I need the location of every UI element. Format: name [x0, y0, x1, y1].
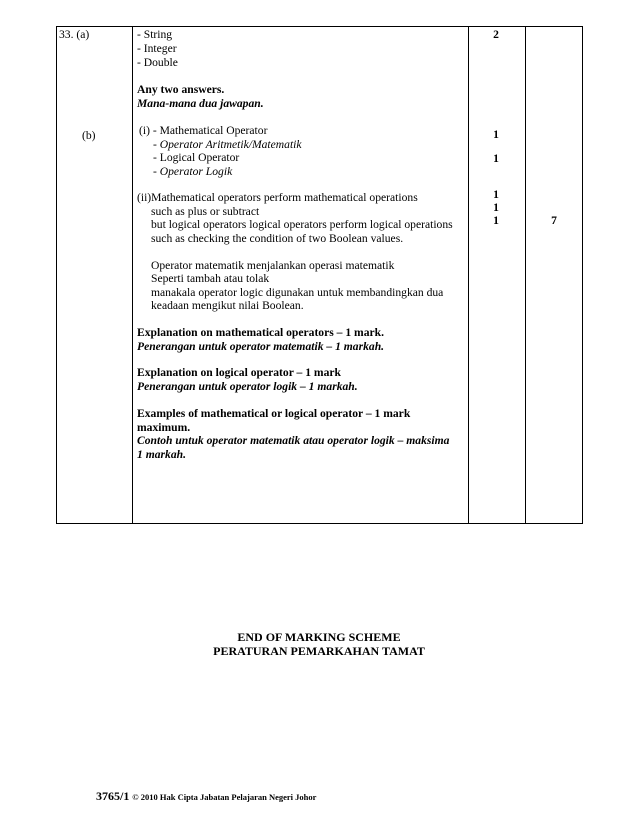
note-english: Any two answers. — [137, 83, 225, 96]
b-ii-ms-line-4: keadaan mengikut nilai Boolean. — [151, 299, 304, 312]
criterion-1-english: Explanation on mathematical operators – 1 mark. — [137, 326, 385, 339]
criterion-3-english-line-2: maximum. — [137, 421, 191, 434]
answer-item-integer: - Integer — [137, 42, 177, 55]
b-ii-ms-line-2: Seperti tambah atau tolak — [151, 272, 270, 285]
copyright-notice: © 2010 Hak Cipta Jabatan Pelajaran Negeri Johor — [132, 791, 317, 802]
b-i-line-4: - Operator Logik — [153, 165, 233, 178]
mark-b-ii-2: 1 — [493, 201, 499, 214]
total-mark: 7 — [551, 214, 557, 227]
page-footer — [96, 790, 316, 805]
question-number: 33. (a) — [59, 28, 90, 41]
b-ii-en-line-4: such as checking the condition of two Boolean values. — [151, 232, 404, 245]
b-ii-en-line-1: (ii)Mathematical operators perform mathematical operations — [137, 191, 418, 204]
answer-item-double: - Double — [137, 56, 178, 69]
b-i-line-3: - Logical Operator — [153, 151, 240, 164]
criterion-3-malay-line-2: 1 markah. — [137, 448, 186, 461]
note-malay: Mana-mana dua jawapan. — [137, 97, 264, 110]
column-divider-answer — [468, 27, 469, 523]
criterion-1-malay: Penerangan untuk operator matematik – 1 markah. — [137, 340, 385, 353]
criterion-3-english-line-1: Examples of mathematical or logical operator – 1 mark — [137, 407, 411, 420]
end-of-scheme-english: END OF MARKING SCHEME — [237, 630, 401, 644]
b-ii-ms-line-1: Operator matematik menjalankan operasi matematik — [151, 259, 395, 272]
mark-b-ii-3: 1 — [493, 214, 499, 227]
b-ii-en-line-3: but logical operators logical operators perform logical operations — [151, 218, 453, 231]
mark-b-i-2: 1 — [493, 152, 499, 165]
b-ii-ms-line-3: manakala operator logic digunakan untuk membandingkan dua — [151, 286, 444, 299]
criterion-2-english: Explanation on logical operator – 1 mark — [137, 366, 341, 379]
criterion-2-malay: Penerangan untuk operator logik – 1 markah. — [137, 380, 358, 393]
answer-item-string: - String — [137, 28, 173, 41]
b-i-line-2: - Operator Aritmetik/Matematik — [153, 138, 302, 151]
b-i-line-1: (i) - Mathematical Operator — [139, 124, 268, 137]
column-divider-question — [132, 27, 133, 523]
mark-b-ii-1: 1 — [493, 188, 499, 201]
end-of-scheme-malay: PERATURAN PEMARKAHAN TAMAT — [213, 644, 425, 658]
column-divider-mark — [525, 27, 526, 523]
part-b-label: (b) — [82, 129, 96, 142]
paper-code: 3765/1 — [96, 788, 130, 803]
b-ii-en-line-2: such as plus or subtract — [151, 205, 260, 218]
marking-scheme-table — [56, 26, 583, 524]
criterion-3-malay-line-1: Contoh untuk operator matematik atau operator logik – maksima — [137, 434, 450, 447]
mark-b-i-1: 1 — [493, 128, 499, 141]
mark-part-a: 2 — [493, 28, 499, 41]
